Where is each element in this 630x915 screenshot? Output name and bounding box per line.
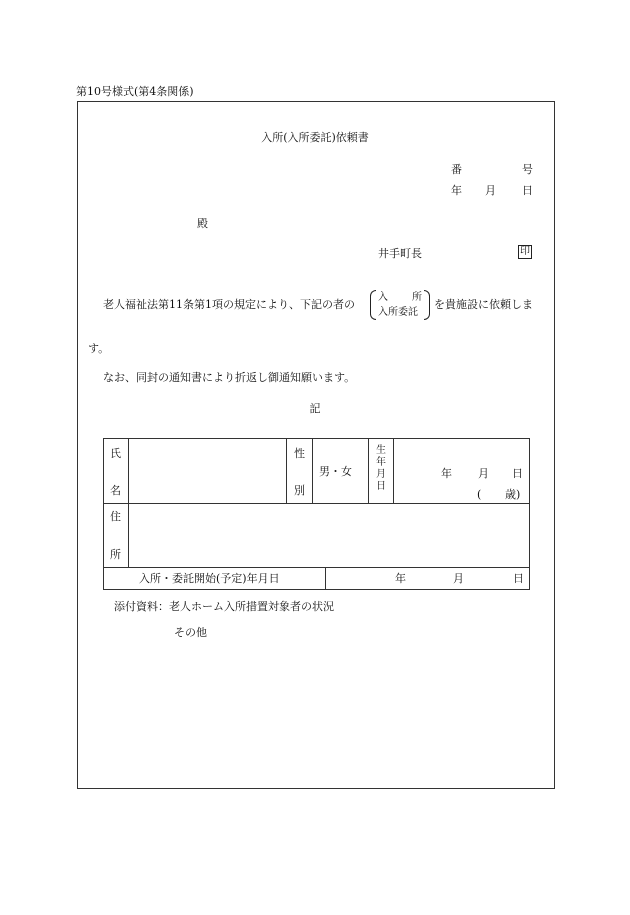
table-col-divider-start: [325, 567, 326, 589]
birth-label-char3: 月: [376, 469, 386, 480]
table-col-divider-name: [286, 438, 287, 503]
age-close: 歳): [505, 488, 521, 501]
body-line1-before: 老人福祉法第11条第1項の規定により、下記の者の: [103, 298, 355, 311]
start-date-label: 入所・委託開始(予定)年月日: [139, 572, 280, 585]
form-number-label: 第10号様式(第4条関係): [76, 85, 194, 98]
seal-mark: 印: [520, 246, 530, 257]
name-label-char1: 氏: [110, 447, 121, 460]
sex-value: 男・女: [319, 465, 352, 478]
body-line1-continuation: す。: [88, 342, 110, 355]
brace-left: [370, 290, 376, 320]
address-label-char1: 住: [110, 510, 121, 523]
start-year-label: 年: [395, 572, 406, 585]
table-border-top: [103, 438, 530, 439]
document-title: 入所(入所委託)依頼書: [261, 131, 369, 144]
table-col-divider-sex-label: [312, 438, 313, 503]
table-row-divider-2: [103, 567, 530, 568]
date-year-label: 年: [451, 184, 462, 197]
name-label-char2: 名: [110, 484, 121, 497]
sex-label-char1: 性: [294, 447, 305, 460]
table-col-divider-sex-value: [368, 438, 369, 503]
birth-day-label: 日: [512, 467, 523, 480]
sender-name: 井手町長: [378, 247, 422, 260]
brace-right: [424, 290, 430, 320]
age-open: (: [477, 488, 482, 501]
table-row-divider-1: [103, 503, 530, 504]
date-month-label: 月: [485, 184, 496, 197]
ki-heading: 記: [309, 402, 321, 415]
birth-year-label: 年: [441, 467, 452, 480]
option-admission-char1: 入: [378, 292, 388, 303]
address-label-char2: 所: [110, 548, 121, 561]
table-col-divider-label: [128, 438, 129, 568]
body-line2: なお、同封の通知書により折返し御通知願います。: [103, 371, 356, 384]
attachments-line2: その他: [174, 626, 207, 639]
sex-label-char2: 別: [294, 484, 305, 497]
table-col-divider-birth-label: [393, 438, 394, 503]
birth-month-label: 月: [478, 467, 489, 480]
birth-label-char1: 生: [376, 445, 386, 456]
start-month-label: 月: [453, 572, 464, 585]
number-label: 番: [451, 163, 462, 176]
applicant-table: [103, 438, 530, 590]
option-admission-char2: 所: [412, 292, 422, 303]
option-admission-consignment: 入所委託: [378, 307, 418, 318]
birth-label-char2: 年: [376, 457, 386, 468]
birth-label-char4: 日: [376, 481, 386, 492]
attachments-line1: 添付資料：老人ホーム入所措置対象者の状況: [114, 600, 334, 613]
number-suffix: 号: [522, 163, 533, 176]
table-border-bottom: [103, 589, 530, 590]
addressee-honorific: 殿: [197, 217, 208, 230]
body-line1-after: を貴施設に依頼しま: [434, 298, 533, 311]
date-day-label: 日: [522, 184, 533, 197]
start-day-label: 日: [513, 572, 524, 585]
